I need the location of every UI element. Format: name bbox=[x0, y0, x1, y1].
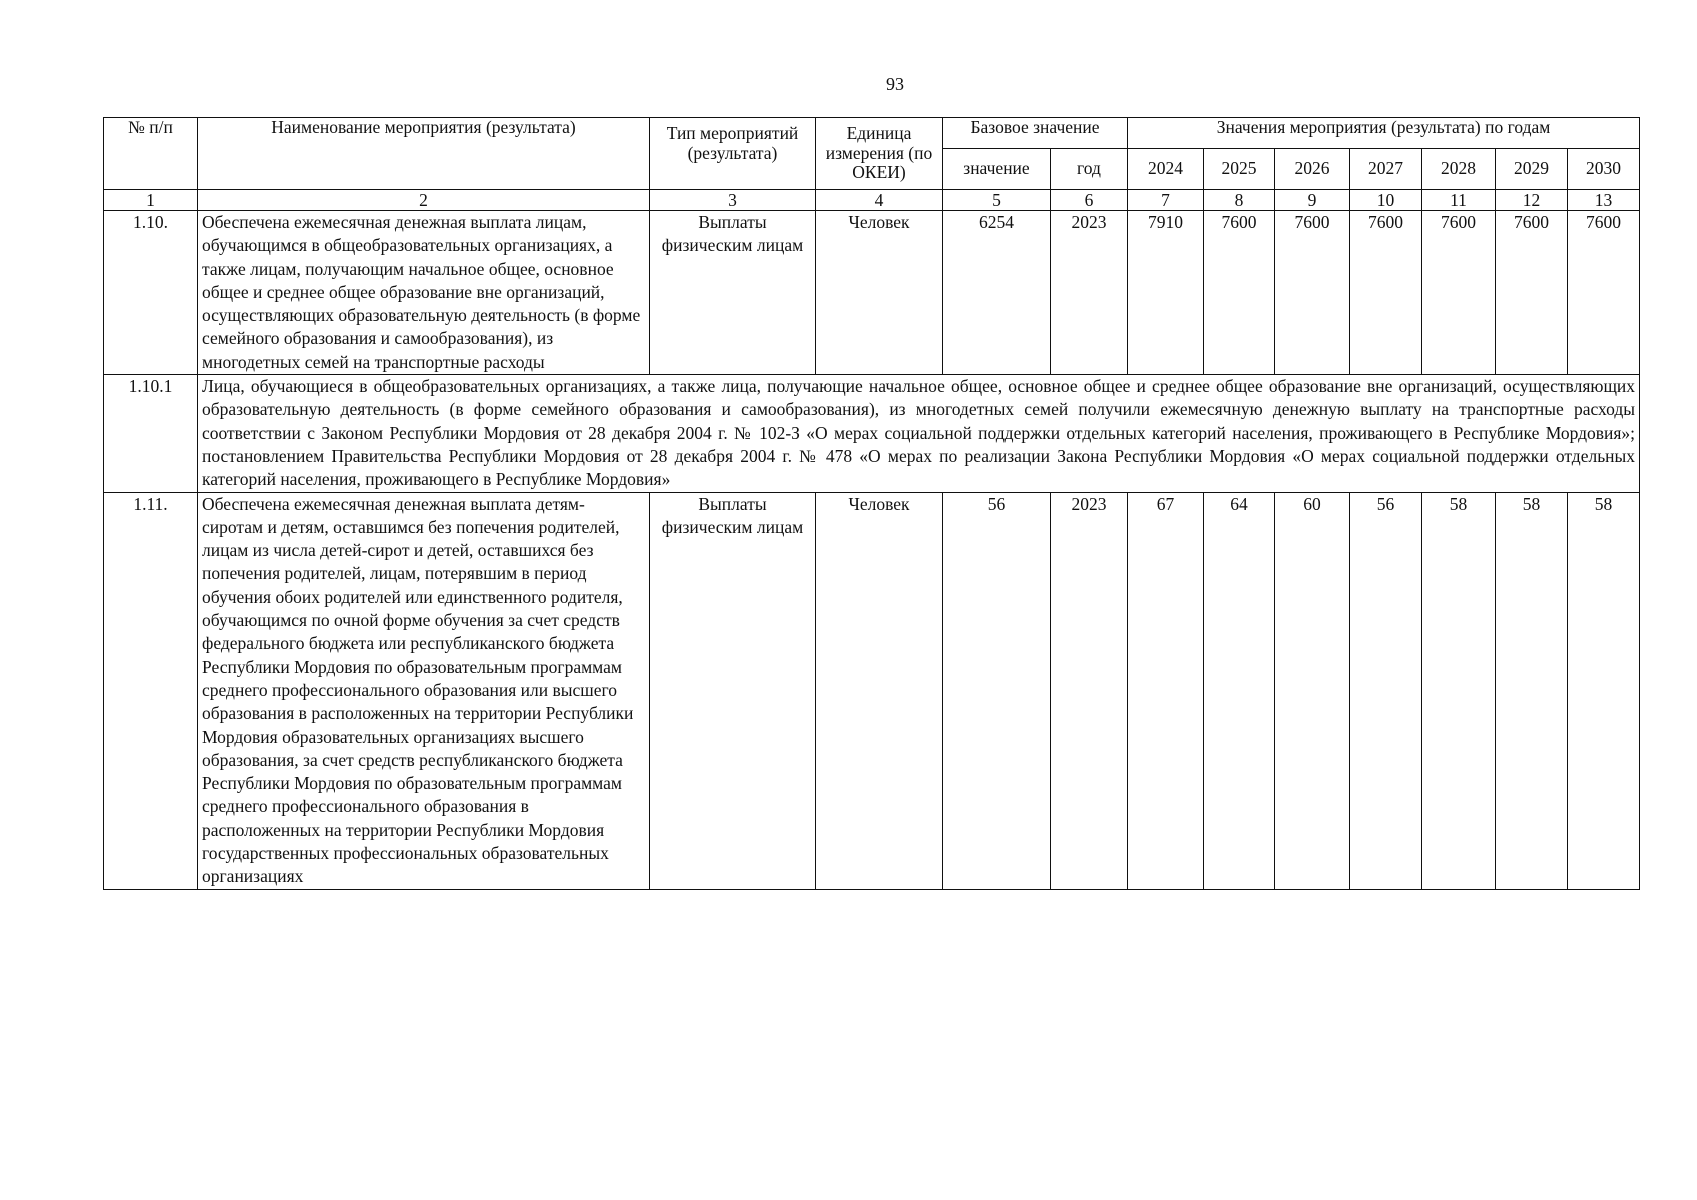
table-row-1-10 bbox=[104, 211, 1640, 375]
value-2024: 7910 bbox=[1128, 211, 1204, 375]
header-year-2029: 2029 bbox=[1496, 149, 1568, 190]
base-year: 2023 bbox=[1051, 492, 1128, 889]
value-2030: 7600 bbox=[1568, 211, 1640, 375]
base-year: 2023 bbox=[1051, 211, 1128, 375]
header-year-2030: 2030 bbox=[1568, 149, 1640, 190]
table-row-1-11 bbox=[104, 492, 1640, 889]
value-2024: 67 bbox=[1128, 492, 1204, 889]
value-2028: 58 bbox=[1422, 492, 1496, 889]
value-2027: 56 bbox=[1350, 492, 1422, 889]
header-row-1 bbox=[104, 118, 1640, 149]
column-number: 9 bbox=[1275, 190, 1350, 211]
column-number: 12 bbox=[1496, 190, 1568, 211]
header-type: Тип мероприятий (результата) bbox=[650, 118, 816, 190]
table-row-1-10-1 bbox=[104, 375, 1640, 492]
header-base-year: год bbox=[1051, 149, 1128, 190]
value-2027: 7600 bbox=[1350, 211, 1422, 375]
header-year-2028: 2028 bbox=[1422, 149, 1496, 190]
row-number: 1.10. bbox=[104, 211, 198, 375]
value-2030: 58 bbox=[1568, 492, 1640, 889]
column-number: 4 bbox=[816, 190, 943, 211]
page-number: 93 bbox=[886, 74, 904, 94]
column-number: 11 bbox=[1422, 190, 1496, 211]
header-year-2027: 2027 bbox=[1350, 149, 1422, 190]
column-number: 7 bbox=[1128, 190, 1204, 211]
value-2029: 58 bbox=[1496, 492, 1568, 889]
column-number: 10 bbox=[1350, 190, 1422, 211]
measure-name: Обеспечена ежемесячная денежная выплата лицам, обучающимся в общеобразовательных организациях, а также лицам, получающим начальное общее, основное общее и среднее общее образование вне организаций, осуществляющих образовательную деятельность (в форме семейного образования и самообразования), из многодетных семей на транспортные расходы bbox=[198, 211, 650, 375]
measure-type: Выплаты физическим лицам bbox=[650, 492, 816, 889]
base-value: 56 bbox=[943, 492, 1051, 889]
measure-type: Выплаты физическим лицам bbox=[650, 211, 816, 375]
header-by-years: Значения мероприятия (результата) по годам bbox=[1128, 118, 1640, 149]
value-2029: 7600 bbox=[1496, 211, 1568, 375]
measures-table bbox=[103, 117, 1640, 890]
measure-unit: Человек bbox=[816, 492, 943, 889]
header-year-2025: 2025 bbox=[1204, 149, 1275, 190]
value-2026: 7600 bbox=[1275, 211, 1350, 375]
column-number: 8 bbox=[1204, 190, 1275, 211]
column-number: 5 bbox=[943, 190, 1051, 211]
header-base-value: значение bbox=[943, 149, 1051, 190]
header-year-2026: 2026 bbox=[1275, 149, 1350, 190]
value-2025: 64 bbox=[1204, 492, 1275, 889]
column-number: 6 bbox=[1051, 190, 1128, 211]
column-number: 3 bbox=[650, 190, 816, 211]
header-base: Базовое значение bbox=[943, 118, 1128, 149]
result-description: Лица, обучающиеся в общеобразовательных организациях, а также лица, получающие начальное общее, основное общее и среднее общее образование вне организаций, осуществляющих образовательную деятельность (в форме семейного образования и самообразования), из многодетных семей получили ежемесячную денежную выплату на транспортные расходы соответствии с Законом Республики Мордовия от 28 декабря 2004 г. № 102-З «О мерах социальной поддержки отдельных категорий населения, проживающего в Республике Мордовия»; постановлением Правительства Республики Мордовия от 28 декабря 2004 г. № 478 «О мерах по реализации Закона Республики Мордовия «О мерах социальной поддержки отдельных категорий населения, проживающего в Республике Мордовия» bbox=[198, 375, 1640, 492]
header-unit: Единица измерения (по ОКЕИ) bbox=[816, 118, 943, 190]
value-2028: 7600 bbox=[1422, 211, 1496, 375]
row-number: 1.10.1 bbox=[104, 375, 198, 492]
row-number: 1.11. bbox=[104, 492, 198, 889]
column-number: 2 bbox=[198, 190, 650, 211]
header-num: № п/п bbox=[104, 118, 198, 190]
column-number: 13 bbox=[1568, 190, 1640, 211]
column-number: 1 bbox=[104, 190, 198, 211]
value-2025: 7600 bbox=[1204, 211, 1275, 375]
value-2026: 60 bbox=[1275, 492, 1350, 889]
header-year-2024: 2024 bbox=[1128, 149, 1204, 190]
header-name: Наименование мероприятия (результата) bbox=[198, 118, 650, 190]
measure-name: Обеспечена ежемесячная денежная выплата детям-сиротам и детям, оставшимся без попечения родителей, лицам из числа детей-сирот и детей, оставшихся без попечения родителей, лицам, потерявшим в период обучения обоих родителей или единственного родителя, обучающимся по очной форме обучения за счет средств федерального бюджета или республиканского бюджета Республики Мордовия по образовательным программам среднего профессионального образования или высшего образования в расположенных на территории Республики Мордовия образовательных организациях высшего образования, за счет средств республиканского бюджета Республики Мордовия по образовательным программам среднего профессионального образования в расположенных на территории Республики Мордовия государственных профессиональных образовательных организациях bbox=[198, 492, 650, 889]
column-numbers-row bbox=[104, 190, 1640, 211]
measure-unit: Человек bbox=[816, 211, 943, 375]
base-value: 6254 bbox=[943, 211, 1051, 375]
